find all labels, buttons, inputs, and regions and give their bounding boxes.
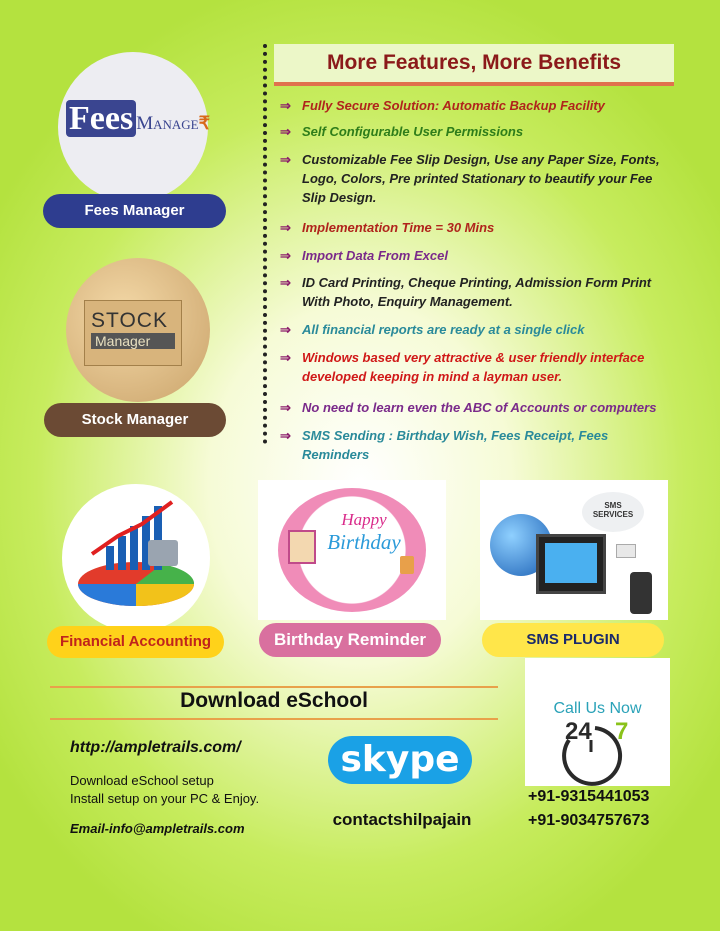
divider-line-bottom bbox=[50, 718, 498, 720]
arrow-icon: ⇒ bbox=[280, 98, 291, 113]
clock-24-7-icon bbox=[561, 720, 641, 780]
download-instruction-2: Install setup on your PC & Enjoy. bbox=[70, 791, 260, 806]
mobile-phone-icon bbox=[630, 572, 652, 614]
feature-text: All financial reports are ready at a single click bbox=[302, 322, 585, 337]
feature-text: No need to learn even the ABC of Accounts or computers bbox=[302, 400, 657, 415]
sms-plugin-button[interactable]: SMS PLUGIN bbox=[482, 623, 664, 657]
page-title: More Features, More Benefits bbox=[326, 51, 622, 74]
arrow-icon: ⇒ bbox=[280, 350, 291, 365]
feature-text: Implementation Time = 30 Mins bbox=[302, 220, 495, 235]
arrow-icon: ⇒ bbox=[280, 322, 291, 337]
feature-text: Self Configurable User Permissions bbox=[302, 124, 524, 139]
feature-item bbox=[280, 122, 670, 141]
fees-manager-button[interactable]: Fees Manager bbox=[43, 194, 226, 228]
birthday-panel bbox=[258, 480, 446, 620]
stock-logo-sub: Manager bbox=[91, 333, 175, 349]
financial-accounting-button[interactable]: Financial Accounting bbox=[47, 626, 224, 658]
feature-item bbox=[280, 348, 670, 386]
feature-text: Import Data From Excel bbox=[302, 248, 448, 263]
envelope-icon bbox=[616, 544, 636, 558]
call-panel bbox=[525, 658, 670, 786]
rupee-icon: ₹ bbox=[198, 113, 211, 133]
feature-item bbox=[280, 398, 670, 417]
feature-text: SMS Sending : Birthday Wish, Fees Receipt, Fees Reminders bbox=[302, 428, 609, 462]
feature-text: ID Card Printing, Cheque Printing, Admission Form Print With Photo, Enquiry Management. bbox=[302, 275, 652, 309]
feature-text: Customizable Fee Slip Design, Use any Paper Size, Fonts, Logo, Colors, Pre printed Stationary to beautify your Fee Slip Design. bbox=[302, 152, 660, 205]
call-label: Call Us Now bbox=[553, 700, 642, 717]
sms-panel bbox=[480, 480, 668, 620]
birthday-card bbox=[318, 510, 410, 572]
arrow-icon: ⇒ bbox=[280, 248, 291, 263]
birthday-card-line1: Happy bbox=[341, 510, 387, 529]
arrow-icon: ⇒ bbox=[280, 124, 291, 139]
feature-item bbox=[280, 150, 670, 207]
fees-logo-main: Fees bbox=[66, 100, 136, 137]
feature-item bbox=[280, 246, 670, 265]
stock-manager-logo bbox=[66, 258, 210, 402]
arrow-icon: ⇒ bbox=[280, 428, 291, 443]
feature-text: Fully Secure Solution: Automatic Backup Facility bbox=[302, 98, 605, 113]
arrow-icon: ⇒ bbox=[280, 220, 291, 235]
dotted-divider bbox=[263, 44, 267, 444]
fees-logo-sub: Manage bbox=[136, 113, 199, 134]
website-link[interactable]: http://ampletrails.com/ bbox=[70, 739, 241, 756]
pie-chart-icon bbox=[62, 484, 210, 632]
stock-logo-main: STOCK bbox=[91, 309, 168, 332]
sms-bubble-line2: SERVICES bbox=[592, 510, 634, 519]
download-instruction-1: Download eSchool setup bbox=[70, 773, 214, 788]
arrow-icon: ⇒ bbox=[280, 275, 291, 290]
divider-line-top bbox=[50, 686, 498, 688]
feature-item bbox=[280, 426, 670, 464]
feature-item bbox=[280, 320, 670, 339]
arrow-icon: ⇒ bbox=[280, 152, 291, 167]
birthday-reminder-button[interactable]: Birthday Reminder bbox=[259, 623, 441, 657]
sms-bubble-line1: SMS bbox=[604, 501, 622, 510]
arrow-icon: ⇒ bbox=[280, 400, 291, 415]
feature-item bbox=[280, 96, 670, 115]
monitor-icon bbox=[536, 534, 606, 594]
features-header bbox=[274, 44, 674, 86]
graduate-photo-icon bbox=[288, 530, 316, 564]
feature-text: Windows based very attractive & user friendly interface developed keeping in mind a layman user. bbox=[302, 350, 645, 384]
stock-manager-button[interactable]: Stock Manager bbox=[44, 403, 226, 437]
phone-number-2[interactable]: +91-9034757673 bbox=[528, 812, 650, 829]
box-icon bbox=[84, 300, 182, 366]
cake-icon bbox=[400, 556, 414, 574]
skype-logo: skype bbox=[328, 736, 472, 784]
phone-number-1[interactable]: +91-9315441053 bbox=[528, 788, 650, 805]
feature-item bbox=[280, 273, 670, 311]
days-digit: 7 bbox=[615, 718, 629, 745]
download-title: Download eSchool bbox=[180, 689, 368, 712]
financial-accounting-image bbox=[62, 484, 210, 632]
skype-id[interactable]: contactshilpajain bbox=[332, 810, 472, 829]
email-link[interactable]: Email-info@ampletrails.com bbox=[70, 821, 245, 836]
hours-digits: 24 bbox=[565, 718, 592, 745]
sms-services-bubble bbox=[582, 492, 644, 532]
feature-item bbox=[280, 218, 670, 237]
birthday-card-line2: Birthday bbox=[327, 530, 401, 554]
fees-manager-logo bbox=[58, 52, 211, 202]
